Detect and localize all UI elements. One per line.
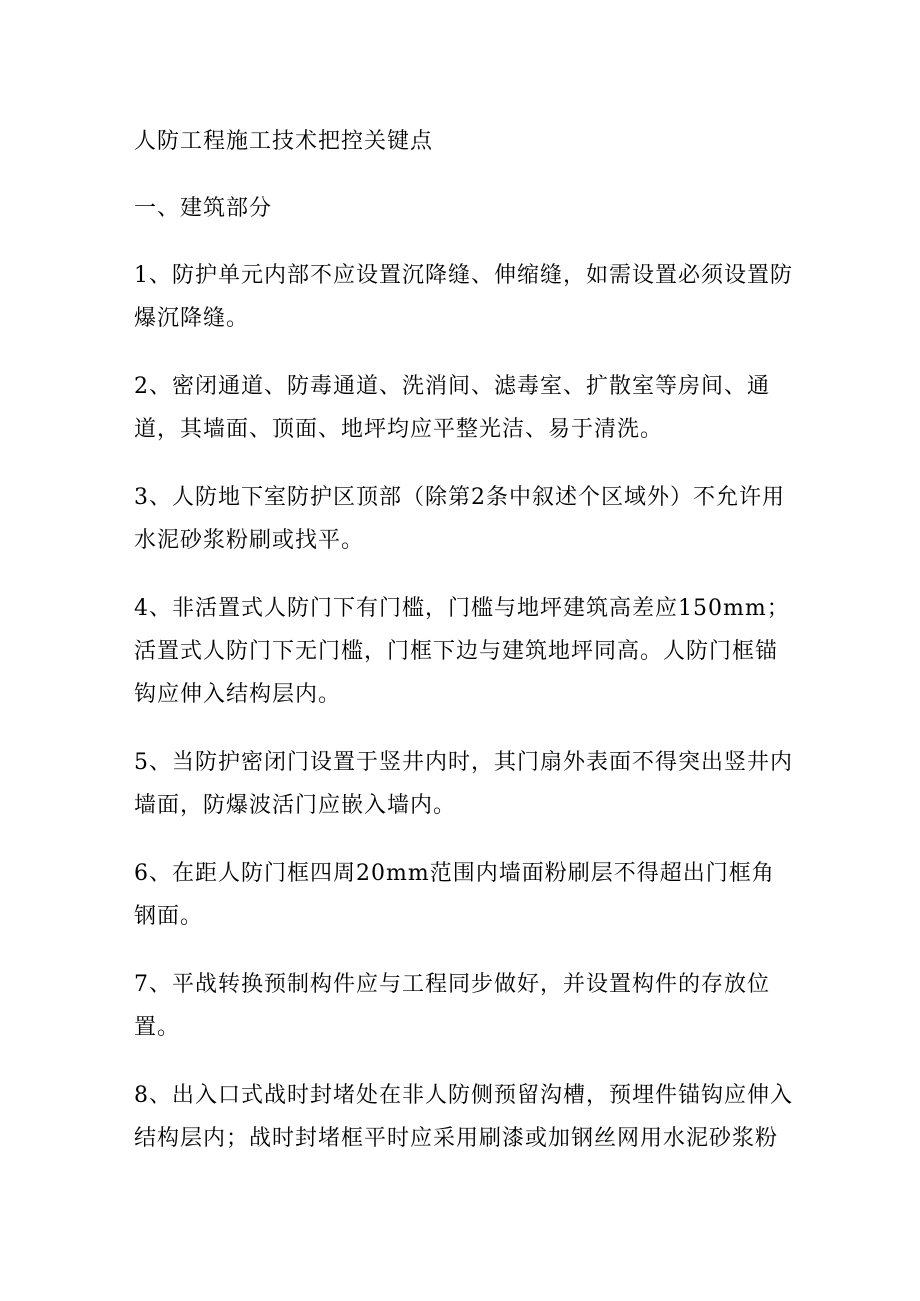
section-heading: 一、建筑部分	[134, 196, 273, 221]
paragraph-8: 8、出入口式战时封堵处在非人防侧预留沟槽，预埋件锚钩应伸入结构层内；战时封堵框平时应采用刷漆或加钢丝网用水泥砂浆粉	[134, 1083, 793, 1151]
paragraph-3: 3、人防地下室防护区顶部（除第2条中叙述个区域外）不允许用水泥砂浆粉刷或找平。	[134, 485, 785, 553]
paragraph-7: 7、平战转换预制构件应与工程同步做好，并设置构件的存放位置。	[134, 972, 770, 1040]
paragraph-1: 1、防护单元内部不应设置沉降缝、伸缩缝，如需设置必须设置防爆沉降缝。	[134, 263, 793, 331]
document-body	[134, 120, 794, 1185]
paragraph-4: 4、非活置式人防门下有门槛，门槛与地坪建筑高差应150mm；活置式人防门下无门槛，门框下边与建筑地坪同高。人防门框锚钩应伸入结构层内。	[134, 596, 790, 707]
paragraph-2: 2、密闭通道、防毒通道、洗消间、滤毒室、扩散室等房间、通道，其墙面、顶面、地坪均应平整光洁、易于清洗。	[134, 374, 770, 442]
document-title: 人防工程施工技术把控关键点	[134, 129, 434, 154]
paragraph-6: 6、在距人防门框四周20mm范围内墙面粉刷层不得超出门框角钢面。	[134, 861, 775, 929]
paragraph-5: 5、当防护密闭门设置于竖井内时，其门扇外表面不得突出竖井内墙面，防爆波活门应嵌入墙内。	[134, 750, 793, 818]
